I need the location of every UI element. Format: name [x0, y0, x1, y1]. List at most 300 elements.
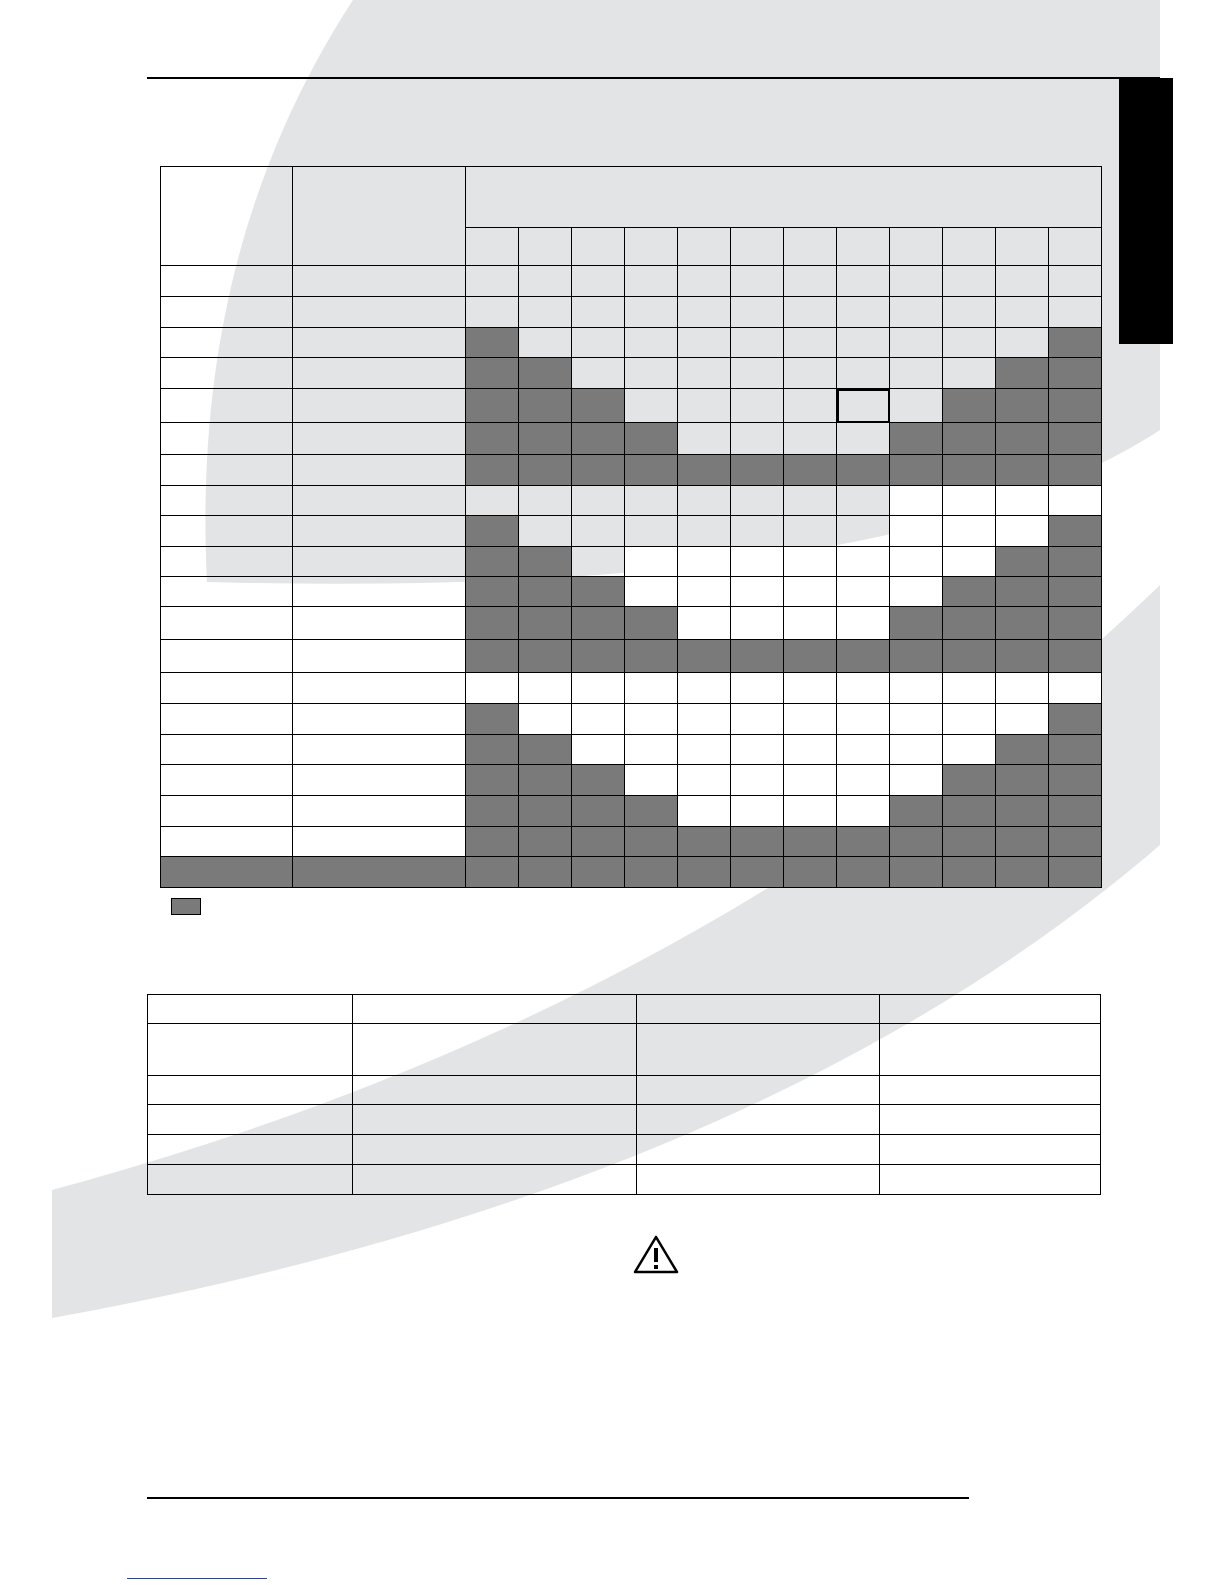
- grid-cell-dark: [519, 577, 572, 607]
- grid-cell: [837, 673, 890, 704]
- grid-cell-dark: [996, 796, 1049, 827]
- grid-cell-dark: [996, 735, 1049, 765]
- grid-row-label: [161, 358, 293, 389]
- grid-row-label: [293, 358, 466, 389]
- grid-cell: [572, 297, 625, 328]
- grid-cell-dark: [943, 857, 996, 888]
- grid-cell-dark: [890, 640, 943, 673]
- spec-cell: [637, 1105, 880, 1135]
- grid-cell: [837, 607, 890, 640]
- grid-cell: [731, 389, 784, 423]
- grid-row-label: [293, 704, 466, 735]
- spec-cell: [353, 1076, 637, 1105]
- grid-row-label: [161, 423, 293, 455]
- spec-row: [148, 1105, 1101, 1135]
- grid-row-label: [161, 516, 293, 547]
- grid-column-header: [837, 228, 890, 266]
- grid-row-label: [161, 796, 293, 827]
- grid-cell: [784, 297, 837, 328]
- spec-cell: [880, 1135, 1101, 1165]
- grid-cell: [1049, 297, 1102, 328]
- grid-row-label: [293, 827, 466, 857]
- grid-cell-dark: [519, 765, 572, 796]
- grid-header-cell: [161, 167, 293, 266]
- grid-cell: [731, 423, 784, 455]
- grid-row-label: [161, 577, 293, 607]
- grid-cell: [678, 765, 731, 796]
- spec-row: [148, 1135, 1101, 1165]
- grid-cell: [625, 297, 678, 328]
- grid-row: [161, 735, 1102, 765]
- grid-group-header: [466, 167, 1102, 228]
- grid-column-header: [784, 228, 837, 266]
- grid-cell: [731, 358, 784, 389]
- grid-row-label: [161, 328, 293, 358]
- grid-column-header: [466, 228, 519, 266]
- grid-cell-dark: [996, 547, 1049, 577]
- grid-row-label: [161, 455, 293, 486]
- grid-cell-dark: [890, 607, 943, 640]
- grid-cell: [466, 266, 519, 297]
- grid-column-header: [678, 228, 731, 266]
- grid-cell: [943, 358, 996, 389]
- grid-cell: [943, 516, 996, 547]
- grid-cell: [572, 704, 625, 735]
- grid-cell-dark: [678, 640, 731, 673]
- grid-cell: [837, 389, 890, 423]
- grid-cell: [731, 673, 784, 704]
- grid-cell-dark: [1049, 547, 1102, 577]
- grid-cell: [731, 547, 784, 577]
- grid-cell: [943, 486, 996, 516]
- side-tab: [1119, 78, 1173, 344]
- grid-row: [161, 577, 1102, 607]
- grid-cell-dark: [572, 827, 625, 857]
- grid-cell-dark: [837, 455, 890, 486]
- grid-row-label: [293, 607, 466, 640]
- grid-cell: [996, 516, 1049, 547]
- grid-cell-dark: [572, 765, 625, 796]
- grid-cell-dark: [784, 827, 837, 857]
- grid-cell: [837, 547, 890, 577]
- grid-row-label: [293, 423, 466, 455]
- grid-cell: [890, 547, 943, 577]
- grid-cell-dark: [572, 577, 625, 607]
- grid-cell-dark: [996, 577, 1049, 607]
- grid-cell-dark: [731, 455, 784, 486]
- grid-cell: [678, 607, 731, 640]
- grid-cell: [625, 704, 678, 735]
- grid-cell: [519, 673, 572, 704]
- grid-cell: [943, 328, 996, 358]
- grid-cell-dark: [625, 796, 678, 827]
- grid-row: [161, 328, 1102, 358]
- grid-cell-dark: [519, 455, 572, 486]
- grid-cell-dark: [466, 765, 519, 796]
- grid-column-header: [890, 228, 943, 266]
- grid-cell: [837, 358, 890, 389]
- grid-cell: [943, 704, 996, 735]
- grid-header-row: [161, 167, 1102, 228]
- grid-row-label: [293, 328, 466, 358]
- grid-cell: [572, 358, 625, 389]
- grid-cell: [890, 735, 943, 765]
- grid-row-label: [293, 640, 466, 673]
- spec-cell: [637, 1165, 880, 1195]
- spec-cell: [148, 1076, 353, 1105]
- grid-cell: [784, 796, 837, 827]
- grid-column-header: [943, 228, 996, 266]
- grid-cell: [678, 358, 731, 389]
- grid-cell-dark: [731, 827, 784, 857]
- grid-cell-dark: [943, 577, 996, 607]
- spec-cell: [353, 1165, 637, 1195]
- grid-cell-dark: [943, 640, 996, 673]
- grid-cell-dark: [572, 640, 625, 673]
- grid-cell-dark: [519, 857, 572, 888]
- grid-cell-dark: [996, 640, 1049, 673]
- grid-row: [161, 827, 1102, 857]
- grid-cell: [837, 266, 890, 297]
- grid-cell: [678, 673, 731, 704]
- grid-cell: [731, 735, 784, 765]
- grid-cell: [731, 765, 784, 796]
- spec-cell: [880, 1165, 1101, 1195]
- grid-cell-dark: [572, 796, 625, 827]
- grid-cell-dark: [625, 640, 678, 673]
- grid-cell-dark: [731, 857, 784, 888]
- grid-cell: [731, 328, 784, 358]
- grid-row-label: [293, 547, 466, 577]
- spec-cell: [880, 1076, 1101, 1105]
- grid-row-label: [161, 765, 293, 796]
- grid-cell-dark: [1049, 857, 1102, 888]
- grid-row-label: [293, 389, 466, 423]
- grid-row: [161, 547, 1102, 577]
- grid-row-label: [293, 765, 466, 796]
- grid-cell-dark: [996, 765, 1049, 796]
- grid-cell: [784, 516, 837, 547]
- grid-cell: [678, 704, 731, 735]
- spec-cell: [637, 1024, 880, 1076]
- grid-row-label: [293, 577, 466, 607]
- grid-cell-dark: [625, 455, 678, 486]
- grid-cell-dark: [1049, 735, 1102, 765]
- grid-cell-dark: [466, 358, 519, 389]
- grid-cell-dark: [519, 547, 572, 577]
- grid-cell: [466, 673, 519, 704]
- grid-cell-dark: [837, 827, 890, 857]
- grid-cell-dark: [466, 516, 519, 547]
- grid-cell-dark: [678, 455, 731, 486]
- grid-column-header: [625, 228, 678, 266]
- grid-cell-dark: [519, 423, 572, 455]
- grid-cell: [1049, 486, 1102, 516]
- grid-row-label: [293, 735, 466, 765]
- grid-cell: [572, 735, 625, 765]
- grid-cell-dark: [466, 857, 519, 888]
- grid-column-header: [1049, 228, 1102, 266]
- grid-row: [161, 796, 1102, 827]
- spec-cell: [637, 1076, 880, 1105]
- grid-cell-dark: [1049, 455, 1102, 486]
- grid-cell: [572, 486, 625, 516]
- grid-cell: [943, 297, 996, 328]
- grid-cell: [1049, 673, 1102, 704]
- grid-row-label: [161, 704, 293, 735]
- grid-column-header: [996, 228, 1049, 266]
- grid-cell-dark: [996, 358, 1049, 389]
- grid-cell-dark: [1049, 328, 1102, 358]
- grid-cell-dark: [731, 640, 784, 673]
- grid-cell: [890, 358, 943, 389]
- grid-row: [161, 266, 1102, 297]
- grid-row-label: [293, 297, 466, 328]
- grid-row-label: [293, 455, 466, 486]
- grid-cell: [784, 547, 837, 577]
- grid-cell-dark: [890, 857, 943, 888]
- grid-cell-dark: [466, 607, 519, 640]
- grid-cell: [890, 297, 943, 328]
- grid-cell: [996, 328, 1049, 358]
- grid-cell: [625, 266, 678, 297]
- grid-cell-dark: [625, 607, 678, 640]
- grid-cell: [837, 765, 890, 796]
- spec-cell: [353, 1135, 637, 1165]
- grid-row-label: [293, 673, 466, 704]
- grid-cell-dark: [943, 607, 996, 640]
- grid-cell-dark: [784, 857, 837, 888]
- grid-cell: [731, 297, 784, 328]
- grid-cell: [890, 516, 943, 547]
- grid-cell: [784, 704, 837, 735]
- grid-row-label: [161, 827, 293, 857]
- grid-cell-dark: [1049, 423, 1102, 455]
- spec-cell: [148, 995, 353, 1024]
- grid-row: [161, 423, 1102, 455]
- grid-cell: [890, 389, 943, 423]
- grid-row-label: [293, 516, 466, 547]
- grid-cell: [784, 389, 837, 423]
- grid-cell-dark: [519, 607, 572, 640]
- spec-cell: [880, 1024, 1101, 1076]
- grid-column-header: [519, 228, 572, 266]
- grid-cell-dark: [996, 827, 1049, 857]
- grid-cell-dark: [996, 607, 1049, 640]
- grid-cell: [466, 486, 519, 516]
- grid-cell: [837, 486, 890, 516]
- grid-cell: [625, 765, 678, 796]
- grid-cell: [784, 423, 837, 455]
- grid-cell: [678, 547, 731, 577]
- grid-cell: [784, 328, 837, 358]
- grid-cell: [731, 516, 784, 547]
- grid-cell-dark: [1049, 516, 1102, 547]
- grid-cell: [996, 266, 1049, 297]
- grid-cell: [625, 516, 678, 547]
- grid-row: [161, 389, 1102, 423]
- top-rule: [147, 77, 1160, 79]
- grid-row-label: [161, 547, 293, 577]
- grid-cell: [890, 765, 943, 796]
- grid-cell-dark: [466, 796, 519, 827]
- grid-cell: [519, 328, 572, 358]
- spec-row: [148, 1076, 1101, 1105]
- grid-cell-dark: [466, 547, 519, 577]
- grid-cell-dark: [625, 423, 678, 455]
- grid-row: [161, 857, 1102, 888]
- grid-row: [161, 486, 1102, 516]
- grid-cell: [890, 486, 943, 516]
- grid-cell-dark: [890, 423, 943, 455]
- grid-row: [161, 640, 1102, 673]
- grid-row: [161, 704, 1102, 735]
- grid-cell-dark: [1049, 389, 1102, 423]
- grid-row-label: [161, 486, 293, 516]
- grid-cell: [837, 735, 890, 765]
- grid-row: [161, 607, 1102, 640]
- spec-cell: [148, 1165, 353, 1195]
- grid-cell-dark: [572, 857, 625, 888]
- grid-cell: [625, 358, 678, 389]
- grid-cell-dark: [678, 827, 731, 857]
- spec-cell: [637, 995, 880, 1024]
- grid-cell-dark: [572, 389, 625, 423]
- grid-cell-dark: [519, 640, 572, 673]
- grid-cell: [837, 328, 890, 358]
- grid-cell-dark: [466, 704, 519, 735]
- grid-cell: [678, 328, 731, 358]
- grid-cell: [837, 577, 890, 607]
- grid-column-header: [572, 228, 625, 266]
- grid-cell: [731, 607, 784, 640]
- grid-cell: [943, 673, 996, 704]
- grid-cell: [678, 735, 731, 765]
- grid-cell: [678, 486, 731, 516]
- legend-swatch: [171, 898, 201, 915]
- grid-row-label: [161, 640, 293, 673]
- grid-cell-dark: [466, 827, 519, 857]
- spec-cell: [353, 995, 637, 1024]
- grid-cell: [784, 486, 837, 516]
- grid-cell: [996, 673, 1049, 704]
- grid-cell: [890, 328, 943, 358]
- spec-table: [147, 994, 1101, 1195]
- grid-cell: [784, 765, 837, 796]
- spec-row: [148, 1024, 1101, 1076]
- grid-cell: [625, 547, 678, 577]
- grid-cell-dark: [943, 455, 996, 486]
- grid-row-label: [161, 607, 293, 640]
- grid-cell-dark: [625, 827, 678, 857]
- grid-cell-dark: [519, 358, 572, 389]
- grid-cell: [1049, 266, 1102, 297]
- grid-cell-dark: [572, 455, 625, 486]
- grid-cell-dark: [890, 455, 943, 486]
- grid-cell-dark: [996, 857, 1049, 888]
- grid-cell: [784, 607, 837, 640]
- grid-cell: [890, 704, 943, 735]
- grid-cell-dark: [784, 640, 837, 673]
- grid-cell-dark: [466, 735, 519, 765]
- grid-column-header: [731, 228, 784, 266]
- grid-cell-dark: [1049, 765, 1102, 796]
- grid-cell-dark: [519, 827, 572, 857]
- grid-cell: [678, 577, 731, 607]
- grid-row-label: [161, 266, 293, 297]
- grid-cell: [519, 266, 572, 297]
- warning-triangle-icon: [633, 1234, 679, 1274]
- grid-cell: [625, 486, 678, 516]
- grid-cell-dark: [837, 640, 890, 673]
- grid-cell-dark: [837, 857, 890, 888]
- grid-cell: [784, 358, 837, 389]
- grid-cell-dark: [466, 640, 519, 673]
- spec-cell: [880, 995, 1101, 1024]
- grid-cell-dark: [625, 857, 678, 888]
- grid-cell: [996, 297, 1049, 328]
- grid-cell: [572, 673, 625, 704]
- grid-cell-dark: [678, 857, 731, 888]
- grid-cell: [837, 423, 890, 455]
- grid-cell: [625, 673, 678, 704]
- grid-cell: [784, 673, 837, 704]
- grid-row: [161, 455, 1102, 486]
- grid-cell-dark: [943, 423, 996, 455]
- compatibility-grid-table: [160, 166, 1102, 888]
- grid-cell-dark: [996, 455, 1049, 486]
- grid-row-label: [293, 266, 466, 297]
- grid-cell: [784, 266, 837, 297]
- spec-row: [148, 995, 1101, 1024]
- grid-cell: [625, 735, 678, 765]
- grid-header-cell: [293, 167, 466, 266]
- grid-cell: [678, 389, 731, 423]
- grid-cell: [784, 577, 837, 607]
- grid-row: [161, 765, 1102, 796]
- spec-cell: [148, 1024, 353, 1076]
- grid-row: [161, 358, 1102, 389]
- grid-cell: [519, 704, 572, 735]
- grid-row-label: [293, 796, 466, 827]
- grid-cell: [572, 547, 625, 577]
- grid-cell: [837, 704, 890, 735]
- spec-cell: [148, 1135, 353, 1165]
- grid-cell: [784, 735, 837, 765]
- grid-cell: [731, 796, 784, 827]
- grid-row-label: [161, 673, 293, 704]
- footer-link[interactable]: [127, 1577, 267, 1579]
- grid-cell-dark: [1049, 607, 1102, 640]
- grid-cell-dark: [943, 796, 996, 827]
- grid-cell: [890, 673, 943, 704]
- grid-cell-dark: [943, 765, 996, 796]
- grid-row-label: [161, 735, 293, 765]
- spec-cell: [880, 1105, 1101, 1135]
- grid-cell-dark: [466, 423, 519, 455]
- spec-cell: [353, 1105, 637, 1135]
- grid-cell: [625, 389, 678, 423]
- grid-row-label: [161, 297, 293, 328]
- grid-cell: [837, 297, 890, 328]
- grid-cell: [466, 297, 519, 328]
- grid-cell-dark: [572, 423, 625, 455]
- spec-cell: [637, 1135, 880, 1165]
- spec-cell: [353, 1024, 637, 1076]
- grid-cell-dark: [466, 455, 519, 486]
- grid-row: [161, 297, 1102, 328]
- grid-cell-dark: [1049, 358, 1102, 389]
